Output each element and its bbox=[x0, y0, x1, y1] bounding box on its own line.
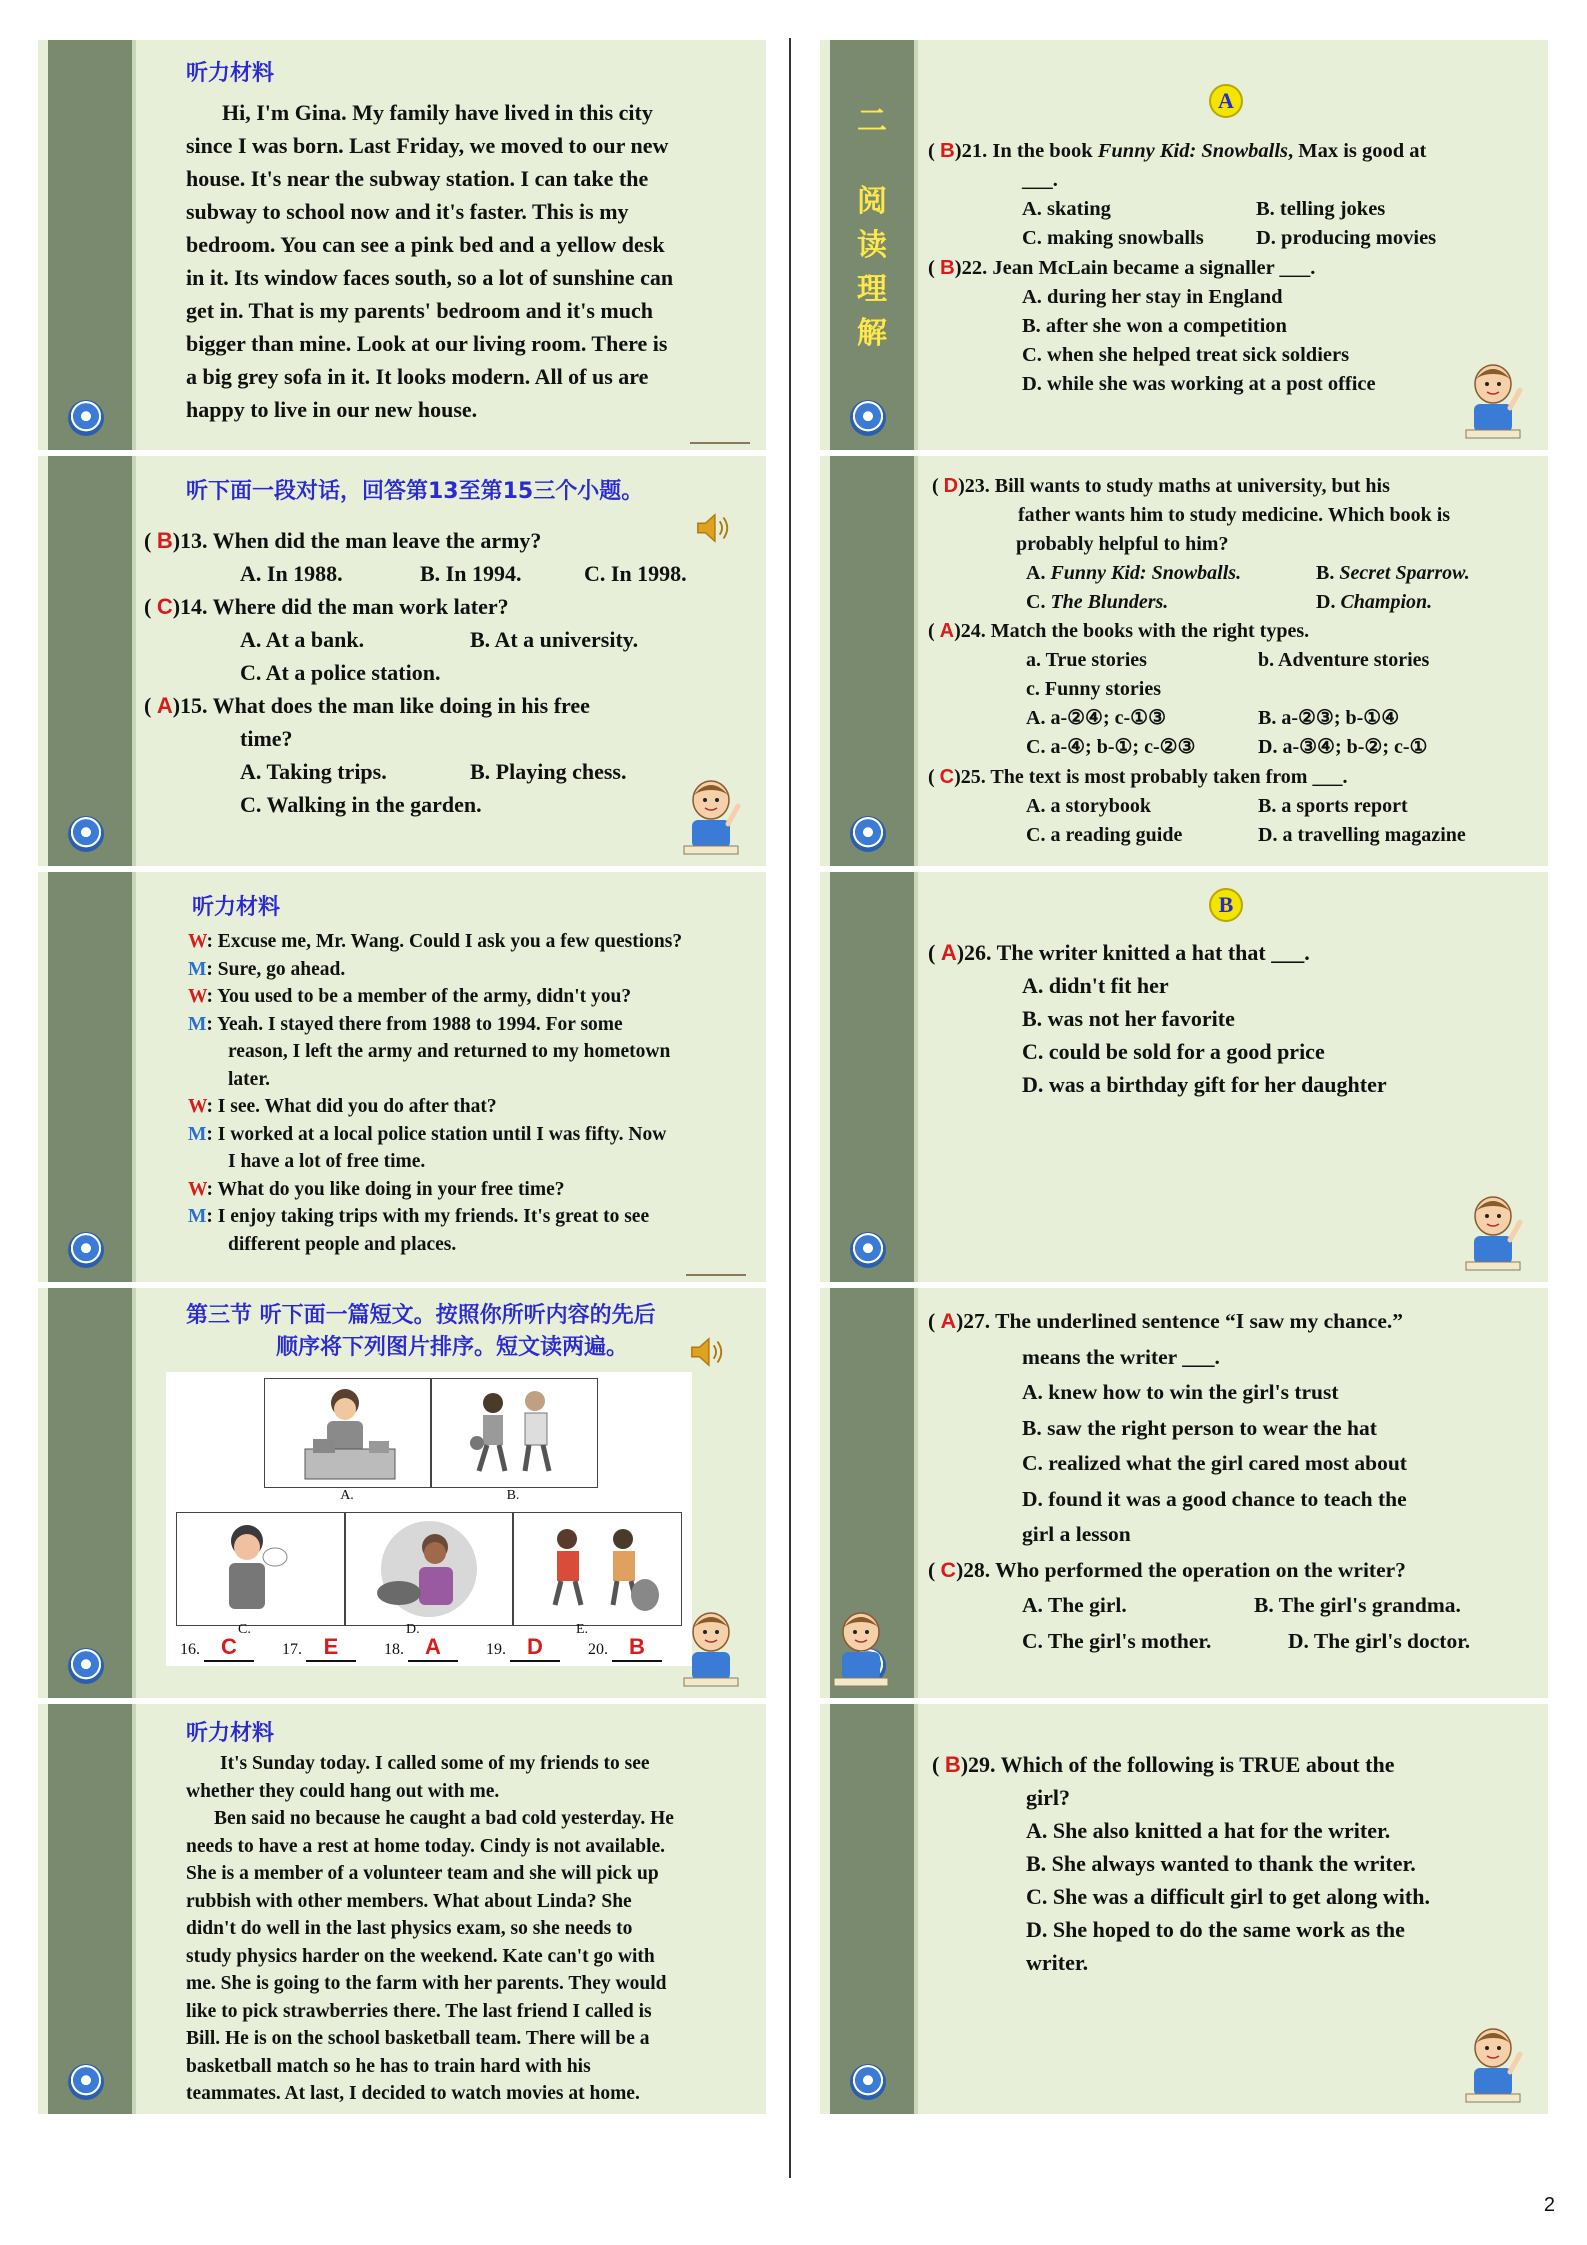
option-d: D. a travelling magazine bbox=[1258, 824, 1466, 846]
passage-line: like to pick strawberries there. The last friend I called is bbox=[186, 2000, 652, 2022]
slide-content bbox=[144, 1704, 758, 2114]
option-c: C. At a police station. bbox=[240, 660, 441, 685]
passage-line: subway to school now and it's faster. This is my bbox=[186, 199, 629, 224]
question-text-cont: means the writer ___. bbox=[1022, 1344, 1220, 1369]
passage-line: Hi, I'm Gina. My family have lived in this city bbox=[222, 100, 653, 125]
passage-badge-b: B bbox=[1209, 888, 1243, 922]
answer-15: A bbox=[156, 693, 173, 718]
student-cartoon-icon bbox=[678, 774, 744, 858]
boy-with-cold-icon bbox=[177, 1513, 345, 1625]
dialogue-line: : I see. What did you do after that? bbox=[206, 1096, 497, 1117]
dialogue-line: : Sure, go ahead. bbox=[206, 958, 346, 980]
passage-line: She is a member of a volunteer team and she will pick up bbox=[186, 1863, 659, 1884]
option-b: B. saw the right person to wear the hat bbox=[1022, 1415, 1377, 1440]
school-logo-icon bbox=[68, 400, 104, 436]
dialogue-line: I have a lot of free time. bbox=[228, 1151, 426, 1172]
option-c: C. Walking in the garden. bbox=[240, 792, 482, 817]
picture-panel bbox=[166, 1372, 692, 1666]
slide-content bbox=[144, 1288, 758, 1698]
option-b: B. telling jokes bbox=[1256, 198, 1386, 220]
option-c: C. when she helped treat sick soldiers bbox=[1022, 344, 1350, 366]
slide-listening-material-1 bbox=[38, 40, 766, 450]
speaker-w: W bbox=[188, 931, 207, 952]
girl-with-books-icon bbox=[265, 1379, 431, 1487]
section-title: 听力材料 bbox=[186, 1721, 275, 1746]
slide-sidebar bbox=[48, 1288, 132, 1698]
passage-line: needs to have a rest at home today. Cindy is not available. bbox=[186, 1835, 666, 1857]
option-a: A. In 1988. bbox=[240, 561, 343, 586]
answer-22: B bbox=[939, 256, 955, 279]
question-14 bbox=[144, 590, 744, 689]
question-26: ( A)26. The writer knitted a hat that ___. A. didn't fit her B. was not her favorite C. could be sold for a good price D. was a birthday gift for her daughter bbox=[928, 936, 1538, 1101]
question-text: )26. The writer knitted a hat that ___. bbox=[956, 940, 1310, 965]
question-21: ( B)21. In the book Funny Kid: Snowballs, Max is good at ___. A. skating B. telling jokes C. making snowballs D. producing movies ( B)22. Jean McLain became a signaller ___. A. during her stay in England B. after she won a competition C. when she helped treat sick soldiers D. while she was working at a post office bbox=[928, 136, 1538, 399]
option-d-cont: writer. bbox=[1026, 1950, 1089, 1975]
option-b: B. In 1994. bbox=[420, 561, 522, 586]
slide-content bbox=[928, 1288, 1540, 1698]
blank-number: 17. bbox=[282, 1641, 302, 1658]
speaker-m: M bbox=[188, 1206, 207, 1227]
blank-16 bbox=[180, 1634, 282, 1662]
slide-reading-question-26 bbox=[820, 872, 1548, 1282]
side-label-char: 解 bbox=[857, 316, 887, 351]
school-logo-icon bbox=[68, 816, 104, 852]
option-c: C. a reading guide bbox=[1026, 824, 1183, 846]
dialogue-line: : I enjoy taking trips with my friends. It's great to see bbox=[206, 1206, 650, 1227]
passage-line: happy to live in our new house. bbox=[186, 397, 478, 422]
picture-e bbox=[512, 1512, 682, 1626]
dialogue-line: different people and places. bbox=[228, 1233, 457, 1255]
blank-number: 19. bbox=[486, 1641, 506, 1658]
option-a: A. didn't fit her bbox=[1022, 973, 1169, 998]
slide-sidebar bbox=[48, 1704, 132, 2114]
speaker-w: W bbox=[188, 1096, 207, 1117]
question-13 bbox=[144, 524, 744, 590]
option-b: B. a sports report bbox=[1258, 795, 1408, 817]
answer-23: D bbox=[943, 475, 959, 497]
school-logo-icon bbox=[850, 2064, 886, 2100]
school-logo-icon bbox=[68, 2064, 104, 2100]
passage-line: didn't do well in the last physics exam, so she needs to bbox=[186, 1918, 633, 1939]
option-a: A. a storybook bbox=[1026, 795, 1152, 817]
speaker-icon[interactable] bbox=[688, 1332, 726, 1372]
question-text: )23. Bill wants to study maths at university, but his bbox=[958, 475, 1390, 497]
answer-17: E bbox=[306, 1634, 356, 1662]
speaker-m: M bbox=[188, 1013, 207, 1035]
paren-open: ( bbox=[144, 693, 157, 718]
answer-27: A bbox=[940, 1309, 957, 1333]
question-text: )27. The underlined sentence “I saw my chance.” bbox=[956, 1309, 1404, 1333]
slide-content bbox=[144, 456, 758, 866]
option-b: B. Playing chess. bbox=[470, 759, 627, 784]
answer-19: D bbox=[510, 1634, 560, 1662]
blank-19 bbox=[486, 1634, 588, 1662]
slide-content bbox=[928, 40, 1540, 450]
blank-number: 18. bbox=[384, 1641, 404, 1658]
slide-content bbox=[928, 1704, 1540, 2114]
passage-line: bigger than mine. Look at our living room. There is bbox=[186, 331, 668, 356]
option-c: C. The Blunders. bbox=[1026, 591, 1169, 613]
question-25: ( C)25. The text is most probably taken from ___. A. a storybook B. a sports report C. a reading guide D. a travelling magazine bbox=[928, 763, 1538, 850]
option-a: A. At a bank. bbox=[240, 627, 365, 652]
question-text-cont: probably helpful to him? bbox=[1016, 533, 1229, 555]
book-title: Champion. bbox=[1340, 591, 1433, 613]
picture-d bbox=[344, 1512, 514, 1626]
section-title: 听下面一段对话，回答第13至第15三个小题。 bbox=[186, 479, 644, 504]
section-title-line-1: 第三节 听下面一篇短文。按照你所听内容的先后 bbox=[186, 1303, 656, 1328]
slide-listening-material-2 bbox=[38, 872, 766, 1282]
passage-line: basketball match so he has to train hard with his bbox=[186, 2055, 591, 2077]
option-d: D. while she was working at a post office bbox=[1022, 373, 1376, 395]
option-d: D. a-③④; b-②; c-① bbox=[1258, 736, 1428, 758]
option-b: B. after she won a competition bbox=[1022, 315, 1287, 337]
question-text-cont: girl? bbox=[1026, 1785, 1070, 1810]
center-divider bbox=[789, 38, 791, 2178]
question-text: )25. The text is most probably taken from ___. bbox=[954, 766, 1348, 788]
passage-line: get in. That is my parents' bedroom and it's much bbox=[186, 298, 653, 323]
label-b: B. bbox=[506, 1488, 520, 1503]
speaker-w: W bbox=[188, 1178, 207, 1200]
question-24: ( A)24. Match the books with the right types. a. True stories b. Adventure stories c. Funny stories A. a-②④; c-①③ B. a-②③; b-①④ C. a-④; b-①; c-②③ D. a-③④; b-②; c-① bbox=[928, 617, 1538, 762]
type-c: c. Funny stories bbox=[1026, 678, 1161, 700]
dialogue bbox=[188, 928, 766, 1258]
slide-content bbox=[928, 872, 1540, 1282]
slide-reading-questions-21-22 bbox=[820, 40, 1548, 450]
option-b: B. was not her favorite bbox=[1022, 1006, 1235, 1031]
blank-17 bbox=[282, 1634, 384, 1662]
paren-open: ( bbox=[144, 528, 157, 553]
option-a: A. She also knitted a hat for the writer. bbox=[1026, 1818, 1391, 1843]
slide-sidebar bbox=[830, 456, 914, 866]
side-label-char: 读 bbox=[857, 228, 887, 263]
option-b: B. At a university. bbox=[470, 627, 639, 652]
passage bbox=[186, 96, 766, 426]
passage-line: Bill. He is on the school basketball team. There will be a bbox=[186, 2028, 650, 2049]
slide-content bbox=[928, 456, 1540, 866]
option-b: B. She always wanted to thank the writer. bbox=[1026, 1851, 1416, 1876]
answer-25: C bbox=[939, 766, 955, 788]
slide-sidebar bbox=[48, 456, 132, 866]
slide-listening-material-3 bbox=[38, 1704, 766, 2114]
school-logo-icon bbox=[850, 1232, 886, 1268]
question-text-cont: father wants him to study medicine. Which book is bbox=[1018, 504, 1451, 526]
question-29: ( B)29. Which of the following is TRUE about the girl? A. She also knitted a hat for the writer. B. She always wanted to thank the writer. C. She was a difficult girl to get along with. D. She hoped to do the same work as the writer. bbox=[932, 1748, 1542, 1979]
slide-sidebar bbox=[48, 40, 132, 450]
option-b: B. Secret Sparrow. bbox=[1316, 562, 1470, 584]
answer-18: A bbox=[408, 1634, 458, 1662]
speaker-m: M bbox=[188, 958, 207, 980]
book-title: Funny Kid: Snowballs. bbox=[1050, 562, 1242, 584]
kids-picking-up-rubbish-icon bbox=[513, 1513, 681, 1625]
slide-sidebar bbox=[830, 872, 914, 1282]
girl-picking-strawberries-icon bbox=[345, 1513, 513, 1625]
slide-reading-questions-27-28 bbox=[820, 1288, 1548, 1698]
passage-line: house. It's near the subway station. I can take the bbox=[186, 166, 649, 191]
book-icon bbox=[686, 1264, 746, 1276]
student-cartoon-icon bbox=[828, 1606, 894, 1690]
option-d: D. was a birthday gift for her daughter bbox=[1022, 1072, 1387, 1097]
school-logo-icon bbox=[68, 1648, 104, 1684]
section-title: 听力材料 bbox=[186, 61, 275, 86]
type-b: b. Adventure stories bbox=[1258, 649, 1430, 671]
passage-line: whether they could hang out with me. bbox=[186, 1780, 500, 1802]
answer-21: B bbox=[939, 139, 955, 162]
dialogue-line: : Yeah. I stayed there from 1988 to 1994. For some bbox=[206, 1013, 623, 1035]
option-d: D. producing movies bbox=[1256, 227, 1437, 249]
book-title: The Blunders. bbox=[1050, 591, 1169, 613]
slide-listening-picture-order bbox=[38, 1288, 766, 1698]
student-cartoon-icon bbox=[1460, 2022, 1526, 2106]
blank-number: 16. bbox=[180, 1641, 200, 1658]
answer-14: C bbox=[156, 594, 173, 619]
dialogue-line: : Excuse me, Mr. Wang. Could I ask you a few questions? bbox=[206, 931, 683, 952]
option-c: C. realized what the girl cared most about bbox=[1022, 1451, 1407, 1475]
school-logo-icon bbox=[850, 816, 886, 852]
picture-b bbox=[430, 1378, 598, 1488]
answer-26: A bbox=[940, 940, 957, 965]
picture-a bbox=[264, 1378, 432, 1488]
question-text-cont: time? bbox=[240, 726, 293, 751]
option-a: A. skating bbox=[1022, 198, 1111, 220]
option-a: A. a-②④; c-①③ bbox=[1026, 707, 1167, 729]
dialogue-line: later. bbox=[228, 1068, 271, 1090]
option-a: A. Taking trips. bbox=[240, 759, 387, 784]
question-text: )15. What does the man like doing in his free bbox=[172, 693, 590, 718]
answer-blanks bbox=[180, 1634, 690, 1662]
option-a: A. Funny Kid: Snowballs. bbox=[1026, 562, 1242, 584]
option-c: C. She was a difficult girl to get along with. bbox=[1026, 1884, 1430, 1909]
option-b: B. a-②③; b-①④ bbox=[1258, 707, 1400, 729]
passage-line: Ben said no because he caught a bad cold yesterday. He bbox=[214, 1808, 674, 1829]
option-b: B. The girl's grandma. bbox=[1254, 1593, 1461, 1617]
label-e: E. bbox=[576, 1622, 589, 1637]
answer-13: B bbox=[156, 528, 173, 553]
passage-line: me. She is going to the farm with her parents. They would bbox=[186, 1973, 667, 1994]
dialogue-line: : What do you like doing in your free time? bbox=[206, 1178, 565, 1200]
question-text: )21. In the book bbox=[954, 140, 1098, 162]
question-27: ( A)27. The underlined sentence “I saw my chance.” means the writer ___. A. knew how to win the girl's trust B. saw the right person to wear the hat C. realized what the girl cared most about D. found it was a good chance to teach the girl a lesson ( C)28. Who performed the operation on the writer? A. The girl. B. The girl's grandma. C. The girl's mother. D. The girl's doctor. bbox=[928, 1304, 1542, 1659]
passage-line: since I was born. Last Friday, we moved to our new bbox=[186, 133, 669, 158]
question-15 bbox=[144, 689, 744, 821]
student-cartoon-icon bbox=[1460, 1190, 1526, 1274]
option-c: C. In 1998. bbox=[584, 561, 687, 586]
passage-line: study physics harder on the weekend. Kate can't go with bbox=[186, 1945, 655, 1967]
slide-content bbox=[144, 872, 758, 1282]
passage-line: teammates. At last, I decided to watch movies at home. bbox=[186, 2083, 640, 2104]
speaker-w: W bbox=[188, 986, 207, 1007]
question-text: )14. Where did the man work later? bbox=[172, 594, 509, 619]
passage-badge-a: A bbox=[1209, 84, 1243, 118]
passage bbox=[186, 1750, 766, 2108]
passage-line: a big grey sofa in it. It looks modern. All of us are bbox=[186, 364, 649, 389]
question-text-cont: , Max is good at bbox=[1288, 140, 1427, 162]
option-d-cont: girl a lesson bbox=[1022, 1522, 1131, 1546]
speaker-m: M bbox=[188, 1123, 207, 1145]
book-title: Funny Kid: Snowballs bbox=[1097, 140, 1288, 162]
slide-sidebar bbox=[830, 1704, 914, 2114]
blank-20 bbox=[588, 1634, 682, 1662]
answer-20: B bbox=[612, 1634, 662, 1662]
school-logo-icon bbox=[68, 1232, 104, 1268]
question-23: ( D)23. Bill wants to study maths at university, but his father wants him to study medicine. Which book is probably helpful to him? A. Funny Kid: Snowballs. B. Secret Sparrow. C. The Blunders. D. Champion. bbox=[932, 472, 1542, 617]
dialogue-line: : You used to be a member of the army, didn't you? bbox=[206, 986, 632, 1007]
paren-open: ( bbox=[144, 594, 157, 619]
question-text: )13. When did the man leave the army? bbox=[172, 528, 542, 553]
student-cartoon-icon bbox=[1460, 358, 1526, 442]
option-d: D. found it was a good chance to teach the bbox=[1022, 1486, 1407, 1511]
section-title: 听力材料 bbox=[192, 895, 281, 920]
label-a: A. bbox=[340, 1488, 354, 1503]
option-d: D. Champion. bbox=[1316, 591, 1433, 613]
answer-28: C bbox=[940, 1557, 957, 1582]
side-label-char: 理 bbox=[857, 272, 887, 307]
label-d: D. bbox=[406, 1622, 420, 1637]
question-blank: ___. bbox=[1022, 169, 1058, 191]
option-c: C. The girl's mother. bbox=[1022, 1628, 1212, 1653]
passage-line: rubbish with other members. What about Linda? She bbox=[186, 1890, 632, 1912]
book-icon bbox=[690, 432, 750, 444]
option-a: A. knew how to win the girl's trust bbox=[1022, 1380, 1339, 1404]
answer-16: C bbox=[204, 1634, 254, 1662]
type-a: a. True stories bbox=[1026, 649, 1147, 671]
page-number: 2 bbox=[1543, 2194, 1555, 2216]
option-d: D. She hoped to do the same work as the bbox=[1026, 1917, 1405, 1942]
side-label-number: 二 bbox=[857, 104, 887, 139]
dialogue-line: reason, I left the army and returned to my hometown bbox=[228, 1041, 671, 1062]
option-a: A. The girl. bbox=[1022, 1593, 1127, 1617]
option-d: D. The girl's doctor. bbox=[1288, 1628, 1471, 1653]
label-c: C. bbox=[238, 1622, 251, 1637]
passage-line: in it. Its window faces south, so a lot of sunshine can bbox=[186, 265, 674, 290]
blank-number: 20. bbox=[588, 1641, 608, 1658]
question-text: )22. Jean McLain became a signaller ___. bbox=[954, 257, 1316, 279]
question-text: )28. Who performed the operation on the writer? bbox=[956, 1557, 1406, 1582]
slide-reading-question-29 bbox=[820, 1704, 1548, 2114]
slide-content bbox=[144, 40, 758, 450]
option-c: C. could be sold for a good price bbox=[1022, 1039, 1325, 1064]
dialogue-line: : I worked at a local police station until I was fifty. Now bbox=[206, 1123, 667, 1145]
section-title-line-2: 顺序将下列图片排序。短文读两遍。 bbox=[276, 1335, 629, 1360]
side-label-char: 阅 bbox=[857, 184, 887, 219]
option-c: C. a-④; b-①; c-②③ bbox=[1026, 736, 1196, 758]
answer-24: A bbox=[939, 620, 955, 642]
option-c: C. making snowballs bbox=[1022, 227, 1204, 249]
blank-18 bbox=[384, 1634, 486, 1662]
slide-listening-questions-13-15 bbox=[38, 456, 766, 866]
picture-c bbox=[176, 1512, 346, 1626]
school-logo-icon bbox=[850, 400, 886, 436]
boys-playing-basketball-icon bbox=[431, 1379, 597, 1487]
passage-line: bedroom. You can see a pink bed and a yellow desk bbox=[186, 232, 665, 257]
slide-sidebar bbox=[48, 872, 132, 1282]
slide-reading-questions-23-25 bbox=[820, 456, 1548, 866]
option-a: A. during her stay in England bbox=[1022, 286, 1283, 308]
question-text: )24. Match the books with the right types. bbox=[954, 620, 1310, 642]
passage-line: It's Sunday today. I called some of my friends to see bbox=[220, 1753, 650, 1774]
question-text: )29. Which of the following is TRUE about the bbox=[960, 1752, 1395, 1777]
book-title: Secret Sparrow. bbox=[1339, 562, 1470, 584]
answer-29: B bbox=[944, 1752, 961, 1777]
student-cartoon-icon bbox=[678, 1606, 744, 1690]
